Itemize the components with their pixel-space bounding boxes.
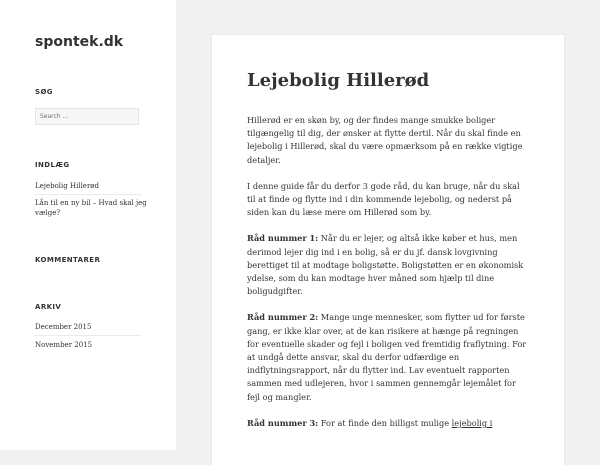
sidebar-separator <box>35 194 141 195</box>
archive-link[interactable]: December 2015 <box>35 323 92 331</box>
search-heading: SØG <box>35 88 53 96</box>
advice-text: Mange unge mennesker, som flytter ud for første gang, er ikke klar over, at de kan risikere at hænge på regningen for eventuelle skader og fejl i boligen ved fremtidig fraflytning. For at undgå dette ansvar, skal du derfor udfærdige en indflytningsrapport, når du flytter ind. Lav eventuelt rapporten sammen med udlejeren, hvor i sammen gennemgår lejemålet for fejl og mangler. <box>247 312 527 402</box>
post-paragraph <box>247 232 529 298</box>
sidebar <box>0 0 176 450</box>
archive-link[interactable]: November 2015 <box>35 341 93 349</box>
lejebolig-link[interactable]: lejebolig i <box>451 417 493 428</box>
comments-heading: KOMMENTARER <box>35 256 101 264</box>
advice-text: Når du er lejer, og altså ikke køber et hus, men derimod lejer dig ind i en bolig, så er du jf. dansk lovgivning berettiget til at modtage boligstøtte. Boligstøtten er en økonomisk ydelse, som du kan modtage hver måned som hjælp til dine boligudgifter. <box>247 233 524 297</box>
post-paragraph <box>247 311 529 403</box>
sidebar-post-link[interactable]: Lån til en ny bil – Hvad skal jeg vælge? <box>35 199 147 217</box>
advice-label: Råd nummer 2: <box>247 312 319 323</box>
posts-heading: INDLÆG <box>35 161 70 169</box>
advice-label: Råd nummer 1: <box>247 233 319 244</box>
post-title[interactable]: Lejebolig Hillerød <box>247 70 430 91</box>
post-body <box>247 114 529 443</box>
post-paragraph <box>247 417 529 430</box>
advice-text: For at finde den billigst mulige <box>318 417 452 428</box>
search-input[interactable] <box>35 108 139 125</box>
archive-heading: ARKIV <box>35 303 62 311</box>
sidebar-separator <box>35 335 141 336</box>
post-paragraph: Hillerød er en skøn by, og der findes mange smukke boliger tilgængelig til dig, der ønsker at flytte dertil. Når du skal finde en lejebolig i Hillerød, skal du være opmærksom på en række vigtige detaljer. <box>247 115 523 165</box>
post-paragraph: I denne guide får du derfor 3 gode råd, du kan bruge, når du skal til at finde og flytte ind i din kommende lejebolig, og nederst på siden kan du læse mere om Hillerød som by. <box>247 180 520 218</box>
sidebar-post-link[interactable]: Lejebolig Hillerød <box>35 182 99 190</box>
post-article <box>212 35 564 465</box>
site-title[interactable]: spontek.dk <box>35 34 124 50</box>
advice-label: Råd nummer 3: <box>247 417 319 428</box>
